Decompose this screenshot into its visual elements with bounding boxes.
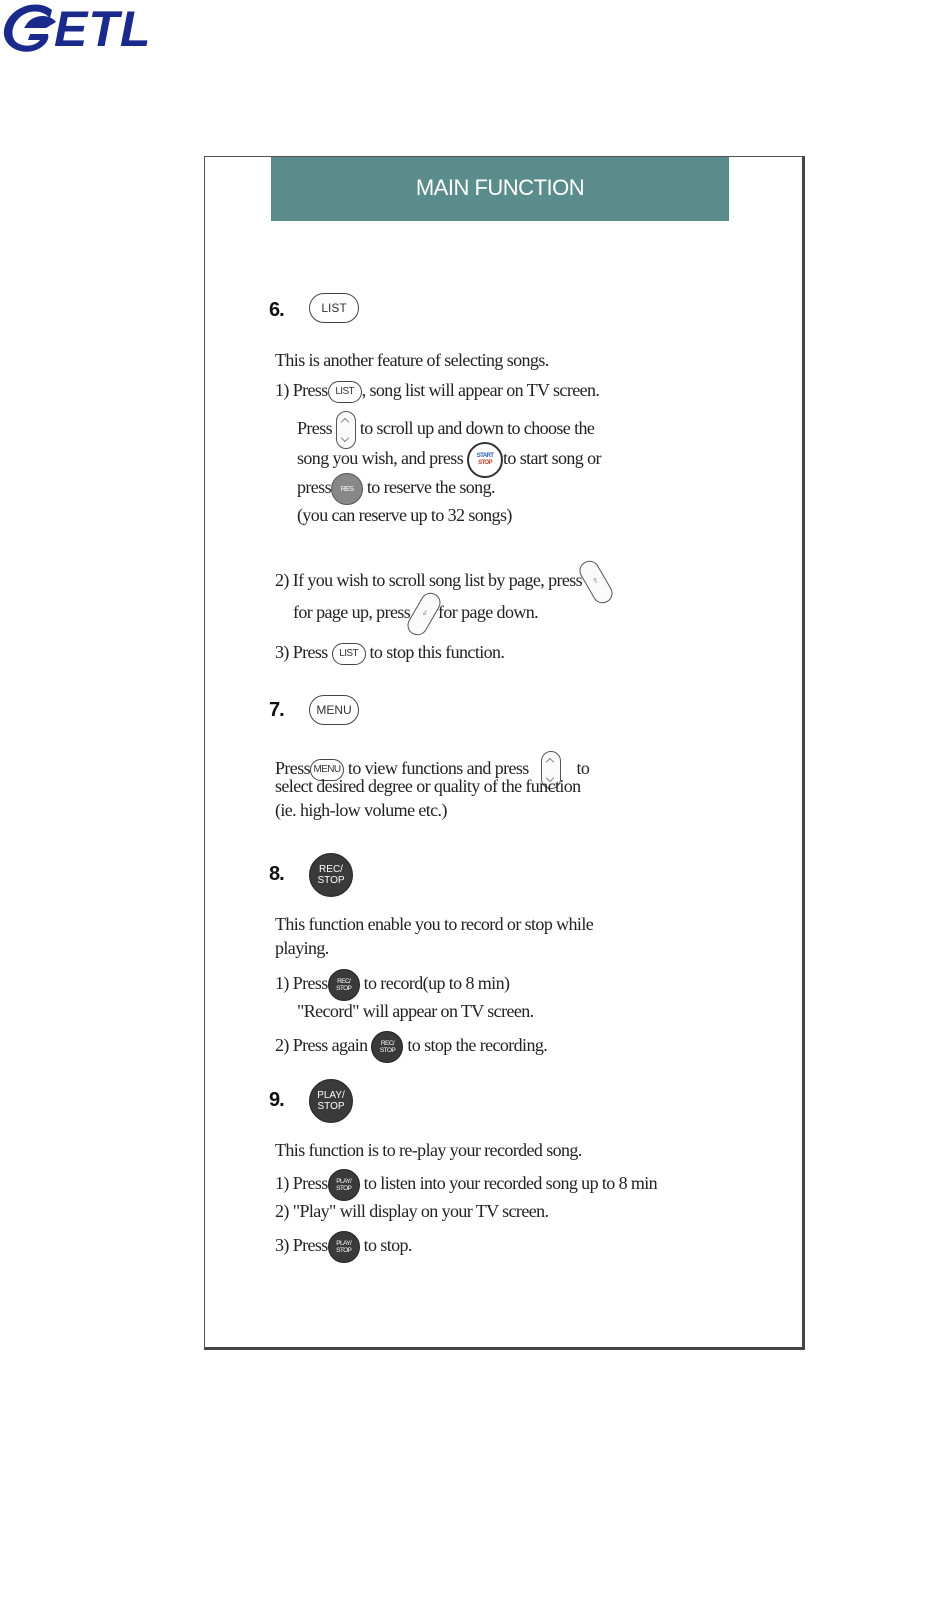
play-stop-icon: PLAY/ STOP	[328, 1231, 360, 1263]
s7-l1-c: to	[576, 758, 590, 779]
s6-step3	[275, 641, 504, 665]
s6-step1-line4	[297, 473, 495, 505]
s9-step1	[275, 1169, 657, 1201]
etl-swirl-icon	[0, 0, 60, 60]
s7-l1-b: to view functions and press	[347, 758, 529, 779]
reserve-icon: RES	[331, 473, 363, 505]
s8-step2	[275, 1031, 547, 1063]
s6-l3-a: song you wish, and press	[297, 448, 464, 469]
s6-step1	[275, 379, 599, 403]
s7-line2: select desired degree or quality of the function	[275, 776, 581, 796]
title-banner	[271, 157, 729, 221]
page-up-icon: ⇑	[576, 557, 616, 607]
s6-intro: This is another feature of selecting songs.	[275, 350, 549, 370]
s8-l5-b: to stop the recording.	[407, 1035, 548, 1056]
s6-step1-b: , song list will appear on TV screen.	[361, 380, 600, 400]
s6-step1-a: 1) Press	[275, 380, 328, 400]
s8-l3-a: 1) Press	[275, 973, 328, 994]
rec-stop-icon: REC/ STOP	[309, 853, 353, 897]
rec-stop-icon: REC/ STOP	[328, 969, 360, 1001]
s8-l3-b: to record(up to 8 min)	[363, 973, 510, 994]
s7-line3: (ie. high-low volume etc.)	[275, 800, 447, 820]
s6-l7-a: for page up, press	[293, 602, 411, 623]
manual-page	[204, 156, 805, 1350]
s8-line2: playing.	[275, 938, 329, 958]
s9-step3	[275, 1231, 412, 1263]
logo-text: ETL	[54, 1, 152, 57]
s9-l4-b: to stop.	[363, 1235, 412, 1256]
s6-l2-a: Press	[297, 418, 333, 439]
s6-l8-a: 3) Press	[275, 642, 328, 662]
list-button-icon: LIST	[309, 293, 359, 323]
list-button-icon: LIST	[332, 643, 366, 665]
rec-stop-icon: REC/ STOP	[371, 1031, 403, 1063]
s8-record-note: "Record" will appear on TV screen.	[297, 1001, 534, 1021]
s6-l4-b: to reserve the song.	[366, 477, 495, 498]
s9-line1: This function is to re-play your recorded song.	[275, 1140, 582, 1160]
s6-l8-b: to stop this function.	[369, 642, 505, 662]
s7-l1-a: Press	[275, 758, 311, 779]
s6-step2-line2	[293, 591, 538, 637]
section-8-number: 8.	[269, 863, 284, 885]
s6-l2-b: to scroll up and down to choose the	[359, 418, 595, 439]
menu-button-icon: MENU	[309, 695, 359, 725]
s8-step1	[275, 969, 509, 1001]
s6-l7-b: for page down.	[437, 602, 539, 623]
page-down-icon: ⇓	[404, 589, 444, 639]
play-stop-icon: PLAY/ STOP	[328, 1169, 360, 1201]
section-6-number: 6.	[269, 299, 284, 321]
section-9-number: 9.	[269, 1089, 284, 1111]
section-7-number: 7.	[269, 699, 284, 721]
menu-button-icon: MENU	[310, 759, 344, 781]
s6-reserve-note: (you can reserve up to 32 songs)	[297, 505, 512, 525]
s9-l4-a: 3) Press	[275, 1235, 328, 1256]
s9-l2-b: to listen into your recorded song up to 8 min	[363, 1173, 658, 1194]
play-stop-icon: PLAY/ STOP	[309, 1079, 353, 1123]
etl-logo	[0, 0, 170, 60]
s9-step2: 2) "Play" will display on your TV screen.	[275, 1201, 549, 1221]
s6-l4-a: press	[297, 477, 331, 498]
start-stop-icon: START STOP	[467, 442, 503, 478]
s9-l2-a: 1) Press	[275, 1173, 328, 1194]
banner-title: MAIN FUNCTION	[415, 175, 585, 200]
s6-l3-b: to start song or	[503, 448, 601, 469]
s6-l6: 2) If you wish to scroll song list by page, press	[275, 570, 583, 591]
list-button-icon: LIST	[328, 381, 362, 403]
s8-line1: This function enable you to record or stop while	[275, 914, 594, 934]
s8-l5-a: 2) Press again	[275, 1035, 368, 1056]
